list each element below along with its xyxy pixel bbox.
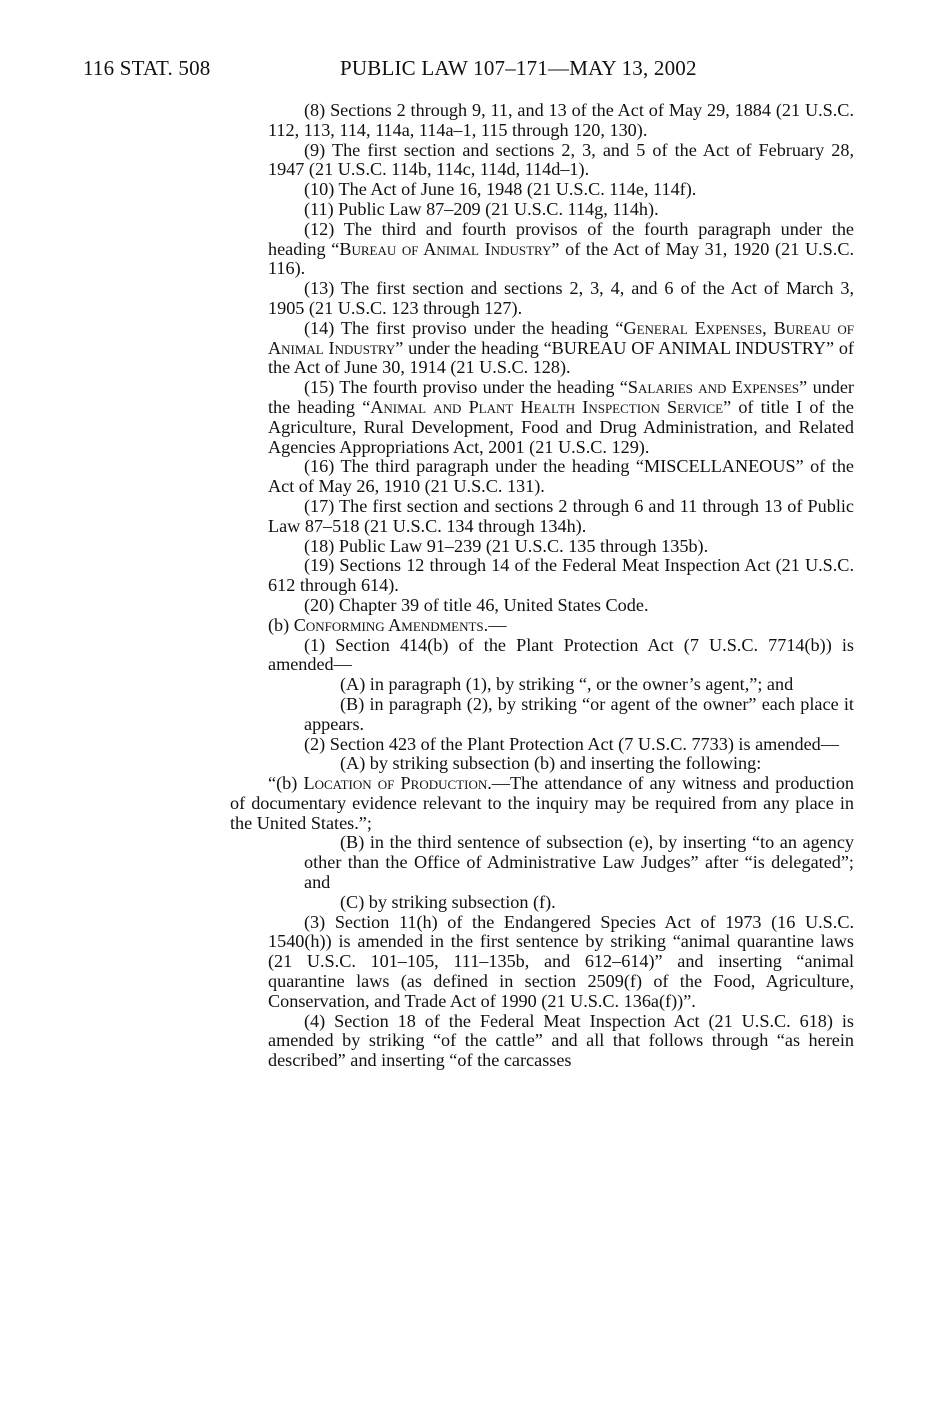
paragraph-15-text: (15) The fourth proviso under the heading “ <box>304 377 628 398</box>
heading-general-expenses: General Expenses, Bureau of Animal Industry <box>268 317 854 358</box>
paragraph-14-text: (14) The first proviso under the heading “ <box>304 317 624 338</box>
paragraph-12-tail: ” of the Act of May 31, 1920 (21 U.S.C. 116). <box>268 238 854 279</box>
paragraph-17: (17) The first section and sections 2 through 6 and 11 through 13 of Public Law 87–518 (21 U.S.C. 134 through 134h). <box>268 495 854 536</box>
subsection-b-heading <box>268 616 854 636</box>
heading-bureau-of-animal-industry: Bureau of Animal Industry <box>339 238 552 259</box>
paragraph-14-tail: ” under the heading “BUREAU OF ANIMAL INDUSTRY” of the Act of June 30, 1914 (21 U.S.C. 128). <box>268 337 854 378</box>
paragraph-12 <box>268 220 854 279</box>
amendment-2: (2) Section 423 of the Plant Protection Act (7 U.S.C. 7733) is amended— <box>304 733 839 754</box>
paragraph-18: (18) Public Law 91–239 (21 U.S.C. 135 through 135b). <box>304 535 709 556</box>
amendment-3: (3) Section 11(h) of the Endangered Species Act of 1973 (16 U.S.C. 1540(h)) is amended in the first sentence by striking “animal quarantine laws (21 U.S.C. 101–105, 111–135b, and 612–614)” and inserting “animal quarantine laws (as defined in section 2509(f) of the Food, Agriculture, Conservation, and Trade Act of 1990 (21 U.S.C. 136a(f))”. <box>268 911 854 1011</box>
paragraph-14 <box>268 319 854 378</box>
amendment-4: (4) Section 18 of the Federal Meat Inspection Act (21 U.S.C. 618) is amended by striking “of the cattle” and all that follows through “as herein described” and inserting “of the carcasses <box>268 1010 854 1071</box>
paragraph-15 <box>268 378 854 457</box>
paragraph-16: (16) The third paragraph under the heading “MISCELLANEOUS” of the Act of May 26, 1910 (21 U.S.C. 131). <box>268 456 854 497</box>
page-number: 116 STAT. 508 <box>83 56 211 80</box>
paragraph-11: (11) Public Law 87–209 (21 U.S.C. 114g, 114h). <box>304 198 659 219</box>
paragraph-13: (13) The first section and sections 2, 3, 4, and 6 of the Act of March 3, 1905 (21 U.S.C. 123 through 127). <box>268 278 854 318</box>
paragraph-12-text: (12) The third and fourth provisos of the fourth paragraph under the heading “ <box>268 218 854 259</box>
amendment-2-a: (A) by striking subsection (b) and inserting the following: <box>340 753 762 774</box>
amendment-1-b: (B) in paragraph (2), by striking “or agent of the owner” each place it appears. <box>304 693 854 734</box>
quoted-text: .—The attendance of any witness and production of documentary evidence relevant to the inquiry may be required from any place in the United States.”; <box>230 773 855 833</box>
running-title: PUBLIC LAW 107–171—MAY 13, 2002 <box>340 56 697 80</box>
amendment-2-c: (C) by striking subsection (f). <box>340 891 556 912</box>
paragraph-15-tail: ” of title I of the Agriculture, Rural Development, Food and Drug Administration, and Related Agencies Appropriations Act, 2001 (21 U.S.C. 129). <box>268 396 854 457</box>
amendment-1: (1) Section 414(b) of the Plant Protection Act (7 U.S.C. 7714(b)) is amended— <box>268 634 854 675</box>
page-header <box>0 56 940 84</box>
paragraph-20: (20) Chapter 39 of title 46, United States Code. <box>304 594 649 615</box>
heading-aphis: Animal and Plant Health Inspection Service <box>370 396 724 417</box>
conforming-amendments-heading: Conforming Amendments <box>293 614 484 635</box>
amendment-1-a: (A) in paragraph (1), by striking “, or the owner’s agent,”; and <box>340 674 794 695</box>
document-body <box>230 100 855 1071</box>
subsection-b-dash: .— <box>483 614 507 635</box>
paragraph-19: (19) Sections 12 through 14 of the Federal Meat Inspection Act (21 U.S.C. 612 through 614). <box>268 555 854 596</box>
amendment-2-b: (B) in the third sentence of subsection (e), by inserting “to an agency other than the Office of Administrative Law Judges” after “is delegated”; and <box>304 832 854 893</box>
paragraph-15-mid: ” under the heading “ <box>268 377 854 417</box>
heading-salaries-and-expenses: Salaries and Expenses <box>627 377 800 398</box>
subsection-b-label: (b) <box>268 614 294 635</box>
quoted-label: “(b) <box>268 773 304 794</box>
quoted-subsection-b <box>230 774 854 833</box>
paragraph-9: (9) The first section and sections 2, 3, and 5 of the Act of February 28, 1947 (21 U.S.C. 114b, 114c, 114d, 114d–1). <box>268 139 854 180</box>
paragraph-8: (8) Sections 2 through 9, 11, and 13 of the Act of May 29, 1884 (21 U.S.C. 112, 113, 114, 114a, 114a–1, 115 through 120, 130). <box>268 100 854 140</box>
paragraph-10: (10) The Act of June 16, 1948 (21 U.S.C. 114e, 114f). <box>304 179 697 200</box>
location-of-production-heading: Location of Production <box>303 773 488 794</box>
